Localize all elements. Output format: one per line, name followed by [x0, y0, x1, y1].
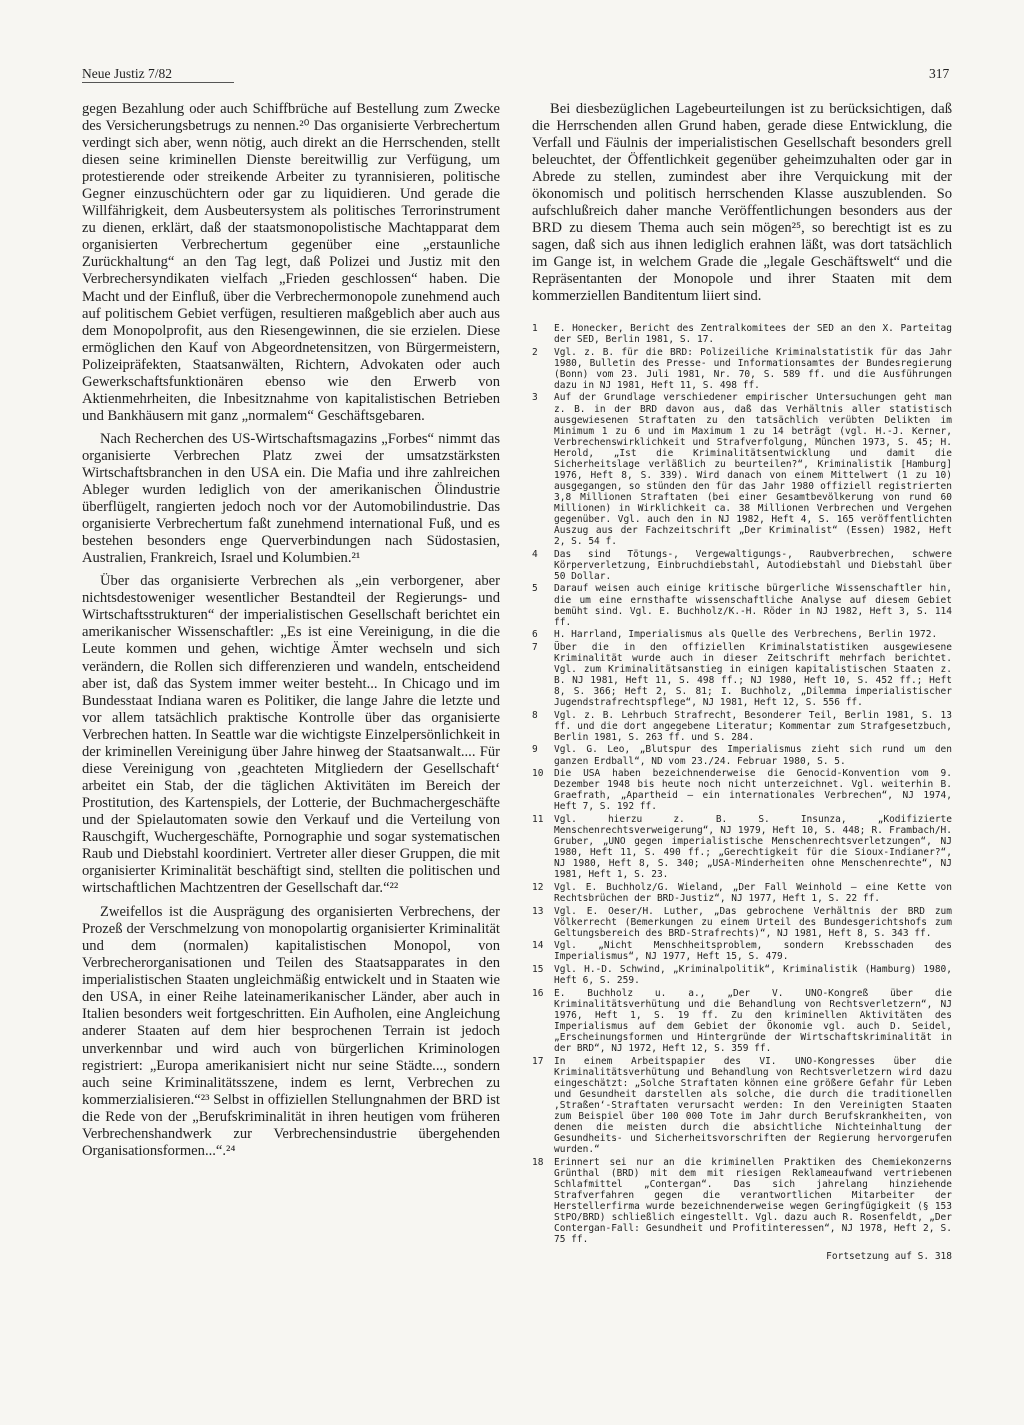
footnote [532, 347, 952, 391]
right-column [532, 101, 952, 1262]
footnote-number: 5 [532, 583, 538, 595]
journal-issue: Neue Justiz 7/82 [82, 66, 172, 81]
right-paragraph-1: Bei diesbezüglichen Lagebeurteilungen ist zu berücksichtigen, daß die Herrschenden allen Grund haben, gerade diese Entwicklung, die Verfall und Fäulnis der imperialistischen Gesellschaft besonders grell beleuchtet, der Öffentlichkeit gegenüber geheimzuhalten oder gar in Abrede zu stellen, zumindest aber ihre Verquickung mit der ökonomisch und politisch herrschenden Klasse auszublenden. So aufschlußreich daher manche Veröffentlichungen besonders aus der BRD zu diesem Thema auch sein mögen²⁵, so berechtigt ist es zu sagen, daß sich aus ihnen lediglich erahnen läßt, was dort tatsächlich im Gange ist, in welchem Grade die „legale Geschäftswelt“ und die Repräsentanten der Monopole und ihrer Staaten mit dem kommerziellen Banditentum liiert sind. [532, 101, 952, 304]
footnote-text: Vgl. H.-D. Schwind, „Kriminalpolitik“, Kriminalistik (Hamburg) 1980, Heft 6, S. 259. [554, 963, 952, 986]
left-paragraph-3: Über das organisierte Verbrechen als „ein verborgener, aber nichtsdestoweniger wesentlicher Bestandteil der Regierungs- und Wirtschaftsstrukturen“ der imperialistischen Gesellschaft berichtet ein amerikanischer Wissenschaftler: „Es ist eine Vereinigung, in die die Leute kommen und gehen, wichtige Ämter wechseln und sich verändern, die Rollen sich differenzieren und wandeln, entscheidend aber ist, daß das System immer weiter besteht... In Chicago und im Bundesstaat Indiana waren es Politiker, die lange Jahre die letzte und vor allem tatsächlich praktische Kontrolle über das organisierte Verbrechen hatten. In Seattle war die wichtigste Einzelpersönlichkeit in der kriminellen Vereinigung über Jahre hinweg der Staatsanwalt.... Für diese Vereinigung von ‚geachteten Mitgliedern der Gesellschaft‘ arbeitet ein Stab, der die täglichen Aktivitäten im Bereich der Prostitution, des Kartenspiels, der Lotterie, der Buchmachergeschäfte und der Spielautomaten sowie den Verkauf und die Verteilung von Rauschgift, Wuchergeschäfte, Pornographie und sogar systematischen Raub und Diebstahl koordiniert. Vertreter aller dieser Gruppen, die mit organisierter Kriminalität beschäftigt sind, stellten die politischen und wirtschaftlichen Machtzentren der Gesellschaft dar.“²² [82, 573, 500, 897]
left-paragraph-1: gegen Bezahlung oder auch Schiffbrüche auf Bestellung zum Zwecke des Versicherungsbetrugs zu nennen.²⁰ Das organisierte Verbrechertum verdingt sich aber, wenn nötig, auch direkt an die Herrschenden, stellt diesen seine kriminellen Dienste bereitwillig zur Verfügung, um protestierende oder streikende Arbeiter zu tyrannisieren, politische Gegner einzuschüchtern oder gar zu liquidieren. Und gerade die Willfährigkeit, dem Ausbeutersystem als politisches Terrorinstrument zu dienen, erklärt, daß der staatsmonopolistische Machtapparat dem organisierten Verbrechertum gegenüber eine „erstaunliche Zurückhaltung“ an den Tag legt, daß Polizei und Justiz mit den Verbrechersyndikaten vielfach „Frieden geschlossen“ haben. Die Macht und der Einfluß, über die Verbrechermonopole zunehmend auch auf politischem Gebiet verfügen, resultieren maßgeblich aber auch aus dem Monopolprofit, aus den Riesengewinnen, die sie erzielen. Diese ermöglichen den Kauf von Abgeordnetensitzen, von Bürgermeistern, Polizeipräfekten, Staatsanwälten, Richtern, Advokaten oder auch Gewerkschaftsfunktionären ebenso wie den Erwerb von Aktienmehrheiten, die Inbesitznahme von kapitalistischen Betrieben und Bankhäusern mit ganz „normalem“ Geschäftsgebaren. [82, 101, 500, 424]
footnote-number: 17 [532, 1055, 544, 1067]
footnote-text: Auf der Grundlage verschiedener empirischer Untersuchungen geht man z. B. in der BRD davon aus, daß das Verhältnis aller statistisch ausgewiesenen Straftaten zu den tatsächlich verübten Delikten im Minimum 1 zu 6 und im Maximum 1 zu 14 beträgt (vgl. H.-J. Kerner, Verbrechenswirklichkeit und Strafverfolgung, München 1973, S. 45; H. Herold, „Ist die Kriminalitätsentwicklung und damit die Sicherheitslage verläßlich zu beurteilen?“, Kriminalistik [Hamburg] 1976, Heft 8, S. 339). Wird danach von einem Mittelwert (1 zu 10) ausgegangen, so stünden den für das Jahr 1980 offiziell registrierten 3,8 Millionen Straftaten (bei einer Gesamtbevölkerung von rund 60 Millionen) in Wirklichkeit ca. 38 Millionen Verbrechen und Vergehen gegenüber. Vgl. auch den in NJ 1982, Heft 4, S. 165 veröffentlichten Auszug aus der Fachzeitschrift „Der Kriminalist“ (Essen) 1982, Heft 2, S. 54 f. [554, 392, 952, 548]
footnote [532, 1056, 952, 1155]
footnote [532, 814, 952, 880]
footnote [532, 629, 952, 640]
footnote [532, 642, 952, 708]
left-paragraph-2: Nach Recherchen des US-Wirtschaftsmagazins „Forbes“ nimmt das organisierte Verbrechen Platz zwei der umsatzstärksten Wirtschaftsbranchen in den USA ein. Die Mafia und ihre zahlreichen Ableger wurden lediglich von der amerikanischen Ölindustrie überflügelt, rangierten jedoch noch vor der Automobilindustrie. Das organisierte Verbrechertum faßt zunehmend international Fuß, und es bestehen besonders enge Querverbindungen nach Südostasien, Australien, Frankreich, Israel und Kolumbien.²¹ [82, 430, 500, 567]
footnote-number: 10 [532, 768, 544, 780]
footnote-text: Darauf weisen auch einige kritische bürgerliche Wissenschaftler hin, die um eine ernsthafte wissenschaftliche Analyse auf diesem Gebiet bemüht sind. Vgl. E. Buchholz/K.-H. Röder in NJ 1982, Heft 3, S. 114 ff. [554, 583, 952, 628]
footnote-number: 7 [532, 641, 538, 653]
footnote-text: In einem Arbeitspapier des VI. UNO-Kongresses über die Kriminalitätsverhütung und Behandlung von Rechtsverletzern wird dazu eingeschätzt: „Solche Straftaten können eine größere Gefahr für Leben und Gesundheit darstellen als solche, die durch die traditionellen ‚Straßen‘-Straftaten verursacht werden: In den Vereinigten Staaten zum Beispiel über 100 000 Tote im Jahr durch Berufskrankheiten, von denen die meisten durch die absichtliche Nichteinhaltung der Gesundheits- und Sicherheitsvorschriften der Regierung hervorgerufen wurden.“ [554, 1055, 952, 1155]
footnote-text: Vgl. E. Oeser/H. Luther, „Das gebrochene Verhältnis der BRD zum Völkerrecht (Bemerkungen zu einem Urteil des Bundesgerichtshofs zum Geltungsbereich des BRD-Strafrechts)“, NJ 1981, Heft 8, S. 343 ff. [554, 905, 952, 939]
left-column [82, 101, 500, 1160]
footnote-text: Das sind Tötungs-, Vergewaltigungs-, Raubverbrechen, schwere Körperverletzung, Einbruchdiebstahl, Autodiebstahl und Diebstahl über 50 Dollar. [554, 548, 952, 582]
footnote-text: Vgl. z. B. für die BRD: Polizeiliche Kriminalstatistik für das Jahr 1980, Bulletin des Presse- und Informationsamtes der Bundesregierung (Bonn) vom 23. Juli 1981, Nr. 70, S. 589 ff. und die Ausführungen dazu in NJ 1981, Heft 11, S. 498 ff. [554, 346, 952, 391]
footnote [532, 392, 952, 547]
footnote-number: 6 [532, 629, 538, 641]
footnote [532, 323, 952, 345]
footnote-number: 12 [532, 881, 544, 893]
header-rule [82, 82, 234, 83]
footnote-number: 8 [532, 709, 538, 721]
footnote [532, 549, 952, 582]
footnote-text: Die USA haben bezeichnenderweise die Genocid-Konvention vom 9. Dezember 1948 bis heute noch nicht unterzeichnet. Vgl. weiterhin B. Graefrath, „Apartheid – ein internationales Verbrechen“, NJ 1974, Heft 7, S. 192 ff. [554, 768, 952, 813]
footnote-text: H. Harrland, Imperialismus als Quelle des Verbrechens, Berlin 1972. [554, 629, 938, 641]
continuation-note: Fortsetzung auf S. 318 [826, 1250, 952, 1262]
footnote-text: Vgl. E. Buchholz/G. Wieland, „Der Fall Weinhold – eine Kette von Rechtsbrüchen der BRD-Justiz“, NJ 1977, Heft 1, S. 22 ff. [554, 881, 952, 904]
left-paragraph-4: Zweifellos ist die Ausprägung des organisierten Verbrechens, der Prozeß der Verschmelzung von monopolartig organisierter Kriminalität und dem (normalen) kapitalistischen Monopol, von Verbrecherorganisationen und Teilen des Staatsapparates in den imperialistischen Staaten ungleichmäßig entwickelt und in Staaten wie den USA, in einer Reihe lateinamerikanischer Länder, aber auch in Italien besonders weit fortgeschritten. Ein Aufholen, eine Angleichung anderer Staaten auf dem hier besprochenen Terrain ist jedoch unverkennbar und wird auch von bürgerlichen Kriminologen registriert: „Europa amerikanisiert nicht nur seine Städte..., sondern auch seine Kriminalitätsszene, indem es lernt, Verbrechen zu kommerzialisieren.“²³ Selbst in offiziellen Stellungnahmen der BRD ist die Rede von der „Berufskriminalität in ihren heutigen vom früheren Verbrechenshandwerk zur Verbrechensindustrie übergehenden Organisationsformen...“.²⁴ [82, 904, 500, 1159]
page-number: 317 [929, 66, 950, 81]
footnote-number: 9 [532, 744, 538, 756]
footnote-number: 14 [532, 940, 544, 952]
footnote-number: 16 [532, 987, 544, 999]
footnote-number: 15 [532, 963, 544, 975]
footnote [532, 583, 952, 627]
footnote-number: 18 [532, 1156, 544, 1168]
footnotes [532, 323, 952, 1245]
footnote [532, 744, 952, 766]
footnote [532, 768, 952, 812]
footnote-number: 3 [532, 392, 538, 404]
footnote [532, 906, 952, 939]
footnote-text: E. Honecker, Bericht des Zentralkomitees der SED an den X. Parteitag der SED, Berlin 1981, S. 17. [554, 323, 952, 346]
footnote-number: 1 [532, 323, 538, 334]
footnote [532, 940, 952, 962]
footnote-text: Vgl. hierzu z. B. S. Insunza, „Kodifizierte Menschenrechtsverweigerung“, NJ 1979, Heft 10, S. 448; R. Frambach/H. Gruber, „UNO gegen imperialistische Menschenrechtsverletzungen“, NJ 1980, Heft 11, S. 490 ff.; „Gerechtigkeit für die Sioux-Indianer?“, NJ 1980, Heft 8, S. 340; „USA-Minderheiten ohne Menschenrechte“, NJ 1981, Heft 1, S. 23. [554, 813, 952, 881]
footnote-text: Vgl. G. Leo, „Blutspur des Imperialismus zieht sich rund um den ganzen Erdball“, ND vom 23./24. Februar 1980, S. 5. [554, 744, 952, 767]
footnote-text: Über die in den offiziellen Kriminalstatistiken ausgewiesene Kriminalität wurde auch in dieser Zeitschrift mehrfach berichtet. Vgl. zum Kriminalitätsanstieg in einigen kapitalistischen Staaten z. B. NJ 1981, Heft 11, S. 498 ff.; NJ 1980, Heft 10, S. 452 ff.; Heft 8, S. 366; Heft 2, S. 81; I. Buchholz, „Dilemma imperialistischer Jugendstrafrechtspflege“, NJ 1981, Heft 12, S. 556 ff. [554, 641, 952, 709]
footnote-text: Erinnert sei nur an die kriminellen Praktiken des Chemiekonzerns Grünthal (BRD) mit dem mit riesigen Reklameaufwand vertriebenen Schlafmittel „Contergan“. Das sich jahrelang hinziehende Strafverfahren gegen die verantwortlichen Mitarbeiter der Herstellerfirma wurde bezeichnenderweise wegen Geringfügigkeit (§ 153 StPO/BRD) schließlich eingestellt. Vgl. dazu auch R. Rosenfeldt, „Der Contergan-Fall: Gesundheit und Profitinteressen“, NJ 1978, Heft 2, S. 75 ff. [554, 1156, 952, 1245]
footnote [532, 710, 952, 743]
footnote-number: 2 [532, 346, 538, 358]
footnote [532, 882, 952, 904]
footnote-number: 13 [532, 905, 544, 917]
footnote-text: E. Buchholz u. a., „Der V. UNO-Kongreß über die Kriminalitätsverhütung und die Behandlung von Rechtsverletzern“, NJ 1976, Heft 1, S. 19 ff. Zu den kriminellen Aktivitäten des Imperialismus auf dem Gebiet der Ökonomie vgl. auch D. Seidel, „Erscheinungsformen und Hintergründe der Wirtschaftskriminalität in der BRD“, NJ 1972, Heft 12, S. 359 ff. [554, 987, 952, 1054]
footnote-number: 11 [532, 813, 544, 825]
footnote-text: Vgl. „Nicht Menschheitsproblem, sondern Krebsschaden des Imperialismus“, NJ 1977, Heft 15, S. 479. [554, 940, 952, 963]
footnote-number: 4 [532, 548, 538, 560]
footnote [532, 964, 952, 986]
footnote [532, 1157, 952, 1245]
footnote-text: Vgl. z. B. Lehrbuch Strafrecht, Besonderer Teil, Berlin 1981, S. 13 ff. und die dort angegebene Literatur; Kommentar zum Strafgesetzbuch, Berlin 1981, S. 263 ff. und S. 284. [554, 709, 952, 743]
footnote [532, 988, 952, 1054]
